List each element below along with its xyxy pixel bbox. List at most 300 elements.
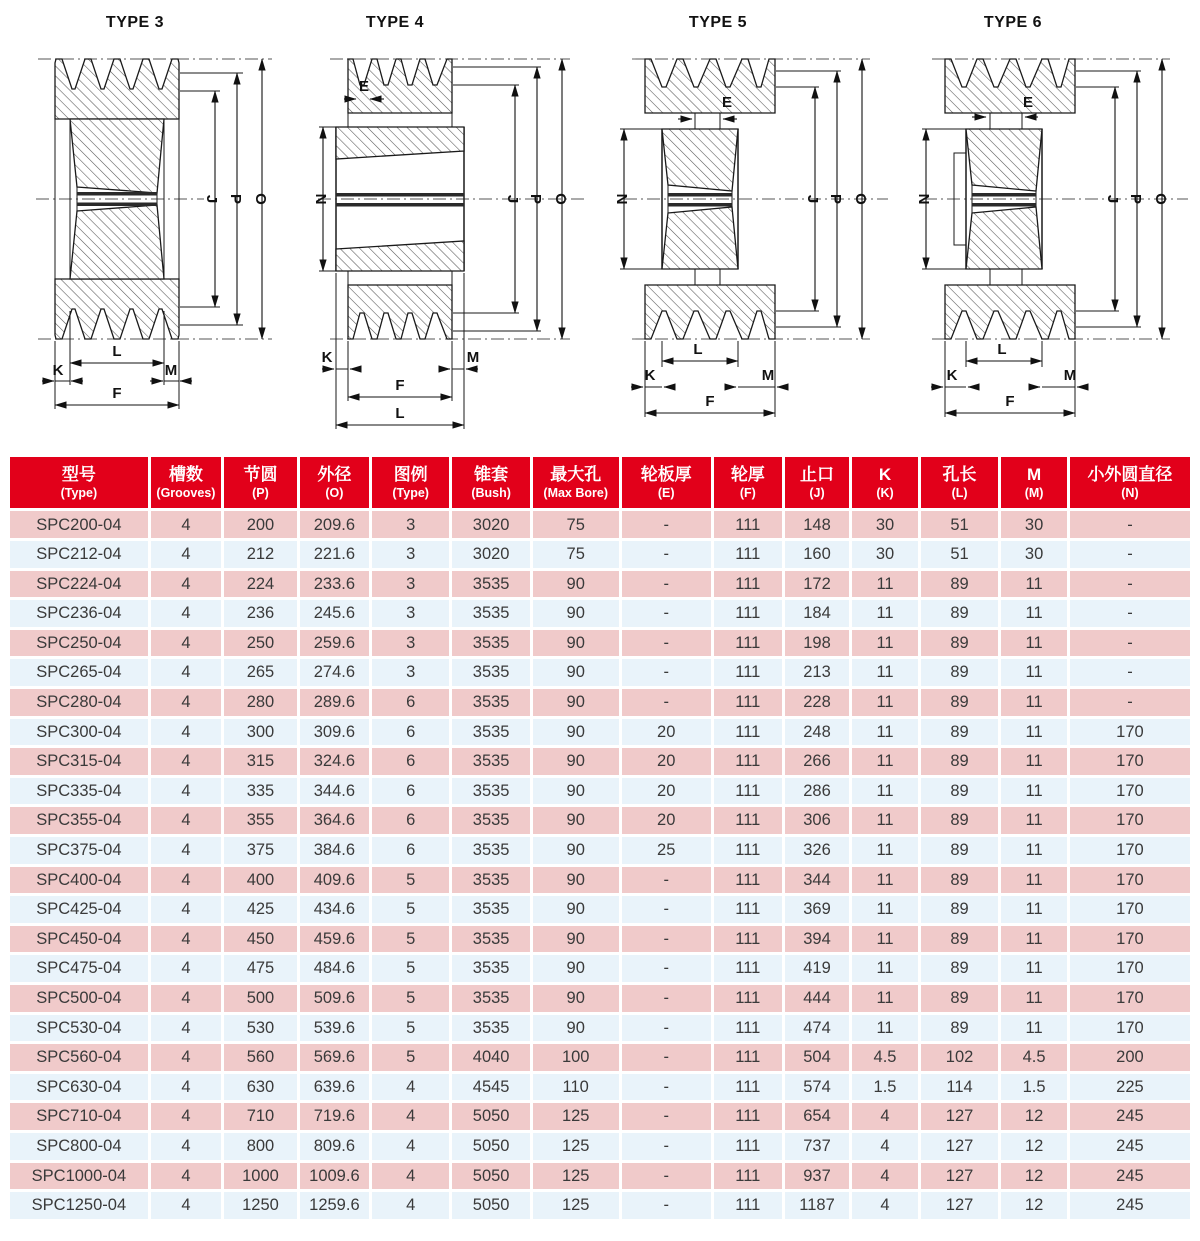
table-cell: 4 bbox=[149, 1131, 222, 1161]
table-cell: 630 bbox=[223, 1072, 299, 1102]
table-cell: 90 bbox=[531, 806, 620, 836]
table-cell: 809.6 bbox=[298, 1131, 370, 1161]
table-cell: SPC1250-04 bbox=[9, 1191, 150, 1221]
table-cell: - bbox=[1068, 599, 1191, 629]
table-cell: 309.6 bbox=[298, 717, 370, 747]
table-cell: 111 bbox=[712, 806, 783, 836]
table-cell: 111 bbox=[712, 717, 783, 747]
table-cell: 4.5 bbox=[1000, 1043, 1069, 1073]
table-cell: 11 bbox=[1000, 836, 1069, 866]
table-cell: 6 bbox=[370, 836, 450, 866]
table-cell: 4 bbox=[149, 954, 222, 984]
table-cell: - bbox=[620, 658, 712, 688]
table-cell: 250 bbox=[223, 628, 299, 658]
table-row bbox=[9, 1131, 1192, 1161]
table-cell: 4 bbox=[149, 895, 222, 925]
dim-label-o: O bbox=[1152, 193, 1169, 205]
column-header-maxbore: 最大孔 (Max Bore) bbox=[531, 456, 620, 510]
column-header-n: 小外圆直径 (N) bbox=[1068, 456, 1191, 510]
dim-label-k: K bbox=[52, 362, 64, 379]
table-cell: 111 bbox=[712, 1072, 783, 1102]
table-cell: - bbox=[620, 1043, 712, 1073]
table-cell: 569.6 bbox=[298, 1043, 370, 1073]
table-cell: 245 bbox=[1068, 1161, 1191, 1191]
table-row bbox=[9, 658, 1192, 688]
table-row bbox=[9, 1102, 1192, 1132]
table-cell: 127 bbox=[919, 1102, 999, 1132]
table-cell: 5 bbox=[370, 954, 450, 984]
table-cell: - bbox=[620, 569, 712, 599]
table-cell: 225 bbox=[1068, 1072, 1191, 1102]
table-cell: 89 bbox=[919, 865, 999, 895]
table-cell: 90 bbox=[531, 599, 620, 629]
table-cell: 90 bbox=[531, 688, 620, 718]
table-cell: SPC224-04 bbox=[9, 569, 150, 599]
table-cell: 500 bbox=[223, 983, 299, 1013]
table-cell: 170 bbox=[1068, 717, 1191, 747]
table-cell: 4 bbox=[149, 1161, 222, 1191]
table-cell: 3535 bbox=[451, 599, 531, 629]
table-cell: SPC280-04 bbox=[9, 688, 150, 718]
diagram-type-5 bbox=[600, 0, 900, 450]
table-cell: 504 bbox=[783, 1043, 850, 1073]
table-cell: 89 bbox=[919, 776, 999, 806]
table-cell: 11 bbox=[851, 983, 920, 1013]
table-cell: 355 bbox=[223, 806, 299, 836]
dim-label-k: K bbox=[644, 367, 656, 384]
table-cell: 90 bbox=[531, 836, 620, 866]
table-row bbox=[9, 1013, 1192, 1043]
table-cell: 233.6 bbox=[298, 569, 370, 599]
table-cell: 236 bbox=[223, 599, 299, 629]
table-cell: - bbox=[1068, 510, 1191, 540]
table-cell: 3 bbox=[370, 510, 450, 540]
table-cell: 3 bbox=[370, 628, 450, 658]
table-cell: 6 bbox=[370, 688, 450, 718]
table-cell: 4 bbox=[149, 628, 222, 658]
dim-label-f: F bbox=[395, 377, 405, 394]
table-cell: - bbox=[1068, 658, 1191, 688]
table-cell: 3535 bbox=[451, 747, 531, 777]
table-cell: 1250 bbox=[223, 1191, 299, 1221]
table-cell: 4 bbox=[370, 1131, 450, 1161]
table-cell: 11 bbox=[1000, 658, 1069, 688]
table-cell: 30 bbox=[1000, 510, 1069, 540]
dim-label-m: M bbox=[466, 349, 480, 366]
table-cell: 434.6 bbox=[298, 895, 370, 925]
table-cell: 11 bbox=[851, 628, 920, 658]
table-cell: 364.6 bbox=[298, 806, 370, 836]
table-cell: 170 bbox=[1068, 806, 1191, 836]
diagram-strip bbox=[0, 0, 1200, 450]
table-cell: 12 bbox=[1000, 1131, 1069, 1161]
table-cell: - bbox=[620, 1072, 712, 1102]
table-cell: 484.6 bbox=[298, 954, 370, 984]
table-cell: 3020 bbox=[451, 510, 531, 540]
table-cell: SPC630-04 bbox=[9, 1072, 150, 1102]
table-cell: 111 bbox=[712, 776, 783, 806]
table-cell: - bbox=[620, 895, 712, 925]
table-cell: 6 bbox=[370, 806, 450, 836]
spec-table-section bbox=[0, 450, 1200, 1222]
table-cell: 3535 bbox=[451, 1013, 531, 1043]
table-cell: 4 bbox=[149, 658, 222, 688]
table-cell: 3535 bbox=[451, 628, 531, 658]
table-cell: 11 bbox=[1000, 717, 1069, 747]
table-cell: 280 bbox=[223, 688, 299, 718]
column-header-f: 轮厚 (F) bbox=[712, 456, 783, 510]
table-cell: 11 bbox=[851, 865, 920, 895]
dim-label-m: M bbox=[1063, 367, 1077, 384]
table-cell: 111 bbox=[712, 1043, 783, 1073]
dim-label-l: L bbox=[693, 341, 703, 358]
table-cell: SPC315-04 bbox=[9, 747, 150, 777]
table-cell: 11 bbox=[1000, 865, 1069, 895]
column-header-pitch: 节圆 (P) bbox=[223, 456, 299, 510]
table-cell: 89 bbox=[919, 688, 999, 718]
table-cell: 369 bbox=[783, 895, 850, 925]
table-cell: 127 bbox=[919, 1191, 999, 1221]
table-cell: 4 bbox=[149, 717, 222, 747]
dim-label-f: F bbox=[705, 393, 715, 410]
dim-label-n: N bbox=[312, 193, 329, 205]
table-row bbox=[9, 983, 1192, 1013]
table-cell: 51 bbox=[919, 510, 999, 540]
column-header-type: 型号 (Type) bbox=[9, 456, 150, 510]
table-cell: 89 bbox=[919, 628, 999, 658]
dim-label-m: M bbox=[761, 367, 775, 384]
table-cell: 11 bbox=[1000, 954, 1069, 984]
table-cell: 11 bbox=[1000, 806, 1069, 836]
table-cell: 4 bbox=[149, 569, 222, 599]
table-cell: 1000 bbox=[223, 1161, 299, 1191]
table-cell: 111 bbox=[712, 1102, 783, 1132]
dim-label-l: L bbox=[997, 341, 1007, 358]
table-cell: 114 bbox=[919, 1072, 999, 1102]
table-cell: 245 bbox=[1068, 1102, 1191, 1132]
table-cell: 4 bbox=[149, 1072, 222, 1102]
table-cell: 3535 bbox=[451, 924, 531, 954]
diagram-title: TYPE 6 bbox=[983, 14, 1043, 31]
table-cell: 450 bbox=[223, 924, 299, 954]
table-cell: 1.5 bbox=[851, 1072, 920, 1102]
table-cell: - bbox=[620, 954, 712, 984]
table-cell: - bbox=[620, 688, 712, 718]
table-cell: 344.6 bbox=[298, 776, 370, 806]
table-cell: 4545 bbox=[451, 1072, 531, 1102]
table-cell: SPC475-04 bbox=[9, 954, 150, 984]
table-cell: 89 bbox=[919, 747, 999, 777]
table-cell: - bbox=[620, 1191, 712, 1221]
table-cell: 125 bbox=[531, 1161, 620, 1191]
table-cell: 3 bbox=[370, 540, 450, 570]
table-cell: - bbox=[620, 628, 712, 658]
table-cell: 90 bbox=[531, 569, 620, 599]
dim-label-e: E bbox=[721, 94, 733, 111]
diagram-title: TYPE 4 bbox=[365, 14, 425, 31]
table-cell: 89 bbox=[919, 569, 999, 599]
table-cell: 11 bbox=[851, 895, 920, 925]
dim-label-j: J bbox=[504, 194, 521, 204]
table-cell: 110 bbox=[531, 1072, 620, 1102]
table-cell: 75 bbox=[531, 540, 620, 570]
table-cell: 3 bbox=[370, 658, 450, 688]
table-cell: 170 bbox=[1068, 983, 1191, 1013]
table-cell: 89 bbox=[919, 924, 999, 954]
table-cell: 3535 bbox=[451, 836, 531, 866]
table-cell: 11 bbox=[1000, 924, 1069, 954]
table-cell: 11 bbox=[851, 776, 920, 806]
table-cell: 11 bbox=[851, 954, 920, 984]
table-cell: 3535 bbox=[451, 658, 531, 688]
table-row bbox=[9, 510, 1192, 540]
table-row bbox=[9, 954, 1192, 984]
table-cell: 170 bbox=[1068, 776, 1191, 806]
table-cell: 710 bbox=[223, 1102, 299, 1132]
table-cell: 170 bbox=[1068, 865, 1191, 895]
table-cell: 11 bbox=[851, 599, 920, 629]
table-cell: 12 bbox=[1000, 1102, 1069, 1132]
table-cell: 248 bbox=[783, 717, 850, 747]
table-cell: - bbox=[620, 1013, 712, 1043]
table-cell: 539.6 bbox=[298, 1013, 370, 1043]
column-header-grooves: 槽数 (Grooves) bbox=[149, 456, 222, 510]
table-cell: 11 bbox=[1000, 983, 1069, 1013]
table-cell: 5050 bbox=[451, 1131, 531, 1161]
table-cell: 184 bbox=[783, 599, 850, 629]
diagram-type-6 bbox=[900, 0, 1200, 450]
table-cell: 5 bbox=[370, 1013, 450, 1043]
table-cell: 444 bbox=[783, 983, 850, 1013]
diagram-type-3 bbox=[0, 0, 300, 450]
table-cell: 127 bbox=[919, 1131, 999, 1161]
dim-label-o: O bbox=[552, 193, 569, 205]
column-header-j: 止口 (J) bbox=[783, 456, 850, 510]
table-cell: 11 bbox=[851, 688, 920, 718]
table-cell: 245 bbox=[1068, 1191, 1191, 1221]
table-cell: 1009.6 bbox=[298, 1161, 370, 1191]
table-cell: 4 bbox=[149, 540, 222, 570]
dim-label-e: E bbox=[358, 78, 370, 95]
table-cell: 300 bbox=[223, 717, 299, 747]
table-row bbox=[9, 1043, 1192, 1073]
table-cell: 4 bbox=[149, 865, 222, 895]
table-cell: 384.6 bbox=[298, 836, 370, 866]
table-cell: 409.6 bbox=[298, 865, 370, 895]
table-cell: 400 bbox=[223, 865, 299, 895]
table-cell: 3020 bbox=[451, 540, 531, 570]
table-cell: 4 bbox=[149, 983, 222, 1013]
table-cell: 315 bbox=[223, 747, 299, 777]
table-cell: 425 bbox=[223, 895, 299, 925]
table-cell: 4 bbox=[149, 510, 222, 540]
table-cell: 90 bbox=[531, 924, 620, 954]
table-cell: 3 bbox=[370, 599, 450, 629]
table-cell: 3535 bbox=[451, 983, 531, 1013]
table-cell: 90 bbox=[531, 747, 620, 777]
table-cell: 326 bbox=[783, 836, 850, 866]
table-cell: 20 bbox=[620, 806, 712, 836]
table-row bbox=[9, 865, 1192, 895]
column-header-od: 外径 (O) bbox=[298, 456, 370, 510]
table-cell: 209.6 bbox=[298, 510, 370, 540]
table-cell: SPC265-04 bbox=[9, 658, 150, 688]
table-cell: 89 bbox=[919, 954, 999, 984]
table-cell: 4.5 bbox=[851, 1043, 920, 1073]
table-cell: SPC500-04 bbox=[9, 983, 150, 1013]
table-cell: - bbox=[1068, 540, 1191, 570]
dim-label-n: N bbox=[613, 193, 630, 205]
type-4-drawing bbox=[300, 0, 600, 450]
table-cell: 4 bbox=[851, 1102, 920, 1132]
table-cell: 200 bbox=[1068, 1043, 1191, 1073]
table-cell: 3535 bbox=[451, 776, 531, 806]
table-cell: 12 bbox=[1000, 1191, 1069, 1221]
table-cell: 170 bbox=[1068, 954, 1191, 984]
table-cell: 3535 bbox=[451, 895, 531, 925]
table-cell: 11 bbox=[851, 569, 920, 599]
table-cell: 90 bbox=[531, 954, 620, 984]
column-header-k: K (K) bbox=[851, 456, 920, 510]
table-cell: 90 bbox=[531, 1013, 620, 1043]
table-cell: 89 bbox=[919, 717, 999, 747]
table-cell: 266 bbox=[783, 747, 850, 777]
table-cell: 3535 bbox=[451, 954, 531, 984]
table-cell: 89 bbox=[919, 806, 999, 836]
table-cell: 75 bbox=[531, 510, 620, 540]
table-cell: - bbox=[620, 510, 712, 540]
table-cell: 475 bbox=[223, 954, 299, 984]
table-cell: 11 bbox=[851, 836, 920, 866]
table-cell: 5 bbox=[370, 1043, 450, 1073]
table-cell: SPC560-04 bbox=[9, 1043, 150, 1073]
table-cell: 394 bbox=[783, 924, 850, 954]
table-cell: SPC236-04 bbox=[9, 599, 150, 629]
table-cell: 90 bbox=[531, 776, 620, 806]
table-cell: 4 bbox=[149, 776, 222, 806]
table-cell: 4040 bbox=[451, 1043, 531, 1073]
table-cell: 719.6 bbox=[298, 1102, 370, 1132]
table-cell: SPC425-04 bbox=[9, 895, 150, 925]
table-cell: - bbox=[1068, 569, 1191, 599]
table-cell: 200 bbox=[223, 510, 299, 540]
table-cell: 125 bbox=[531, 1191, 620, 1221]
column-header-figure: 图例 (Type) bbox=[370, 456, 450, 510]
table-cell: 11 bbox=[1000, 569, 1069, 599]
table-cell: SPC400-04 bbox=[9, 865, 150, 895]
table-cell: 11 bbox=[1000, 776, 1069, 806]
dim-label-p: P bbox=[827, 193, 844, 205]
table-cell: 4 bbox=[149, 599, 222, 629]
table-cell: 172 bbox=[783, 569, 850, 599]
column-header-m: M (M) bbox=[1000, 456, 1069, 510]
table-cell: 639.6 bbox=[298, 1072, 370, 1102]
table-cell: 170 bbox=[1068, 747, 1191, 777]
table-cell: 212 bbox=[223, 540, 299, 570]
table-cell: 6 bbox=[370, 776, 450, 806]
table-cell: 111 bbox=[712, 895, 783, 925]
table-cell: 419 bbox=[783, 954, 850, 984]
table-cell: 5 bbox=[370, 895, 450, 925]
table-cell: 89 bbox=[919, 895, 999, 925]
table-cell: SPC450-04 bbox=[9, 924, 150, 954]
table-cell: 111 bbox=[712, 1161, 783, 1191]
table-cell: 148 bbox=[783, 510, 850, 540]
table-cell: 4 bbox=[149, 1191, 222, 1221]
table-cell: 170 bbox=[1068, 1013, 1191, 1043]
table-cell: - bbox=[620, 1161, 712, 1191]
table-cell: 560 bbox=[223, 1043, 299, 1073]
table-cell: 574 bbox=[783, 1072, 850, 1102]
table-row bbox=[9, 1191, 1192, 1221]
dim-label-p: P bbox=[527, 193, 544, 205]
table-row bbox=[9, 1161, 1192, 1191]
table-cell: 800 bbox=[223, 1131, 299, 1161]
table-cell: 51 bbox=[919, 540, 999, 570]
table-cell: 170 bbox=[1068, 895, 1191, 925]
table-cell: 530 bbox=[223, 1013, 299, 1043]
table-cell: SPC335-04 bbox=[9, 776, 150, 806]
type-5-drawing bbox=[600, 0, 900, 450]
table-cell: 11 bbox=[1000, 747, 1069, 777]
table-cell: 344 bbox=[783, 865, 850, 895]
dim-label-p: P bbox=[227, 193, 244, 205]
table-cell: - bbox=[620, 924, 712, 954]
table-cell: 89 bbox=[919, 983, 999, 1013]
type-6-drawing bbox=[900, 0, 1200, 450]
table-row bbox=[9, 717, 1192, 747]
table-cell: - bbox=[620, 865, 712, 895]
table-cell: 12 bbox=[1000, 1161, 1069, 1191]
table-cell: 228 bbox=[783, 688, 850, 718]
table-cell: 1259.6 bbox=[298, 1191, 370, 1221]
table-cell: 4 bbox=[149, 1102, 222, 1132]
table-cell: 11 bbox=[1000, 688, 1069, 718]
table-cell: 274.6 bbox=[298, 658, 370, 688]
dim-label-l: L bbox=[395, 405, 405, 422]
table-cell: 90 bbox=[531, 895, 620, 925]
table-row bbox=[9, 628, 1192, 658]
table-cell: 11 bbox=[1000, 628, 1069, 658]
table-cell: 245.6 bbox=[298, 599, 370, 629]
table-cell: - bbox=[620, 1131, 712, 1161]
table-cell: 4 bbox=[370, 1072, 450, 1102]
table-cell: 111 bbox=[712, 865, 783, 895]
table-cell: 11 bbox=[1000, 599, 1069, 629]
table-cell: 937 bbox=[783, 1161, 850, 1191]
table-cell: 5050 bbox=[451, 1102, 531, 1132]
table-cell: 90 bbox=[531, 628, 620, 658]
table-cell: 198 bbox=[783, 628, 850, 658]
table-cell: 102 bbox=[919, 1043, 999, 1073]
table-cell: 4 bbox=[851, 1191, 920, 1221]
table-row bbox=[9, 540, 1192, 570]
table-cell: 4 bbox=[370, 1102, 450, 1132]
table-cell: SPC212-04 bbox=[9, 540, 150, 570]
table-cell: SPC530-04 bbox=[9, 1013, 150, 1043]
table-cell: - bbox=[1068, 628, 1191, 658]
table-cell: SPC375-04 bbox=[9, 836, 150, 866]
table-cell: 11 bbox=[851, 1013, 920, 1043]
table-cell: 3535 bbox=[451, 688, 531, 718]
table-cell: 509.6 bbox=[298, 983, 370, 1013]
table-cell: 286 bbox=[783, 776, 850, 806]
diagram-title: TYPE 5 bbox=[688, 14, 748, 31]
table-cell: 20 bbox=[620, 776, 712, 806]
table-cell: 5050 bbox=[451, 1191, 531, 1221]
table-cell: 111 bbox=[712, 954, 783, 984]
table-cell: 90 bbox=[531, 865, 620, 895]
